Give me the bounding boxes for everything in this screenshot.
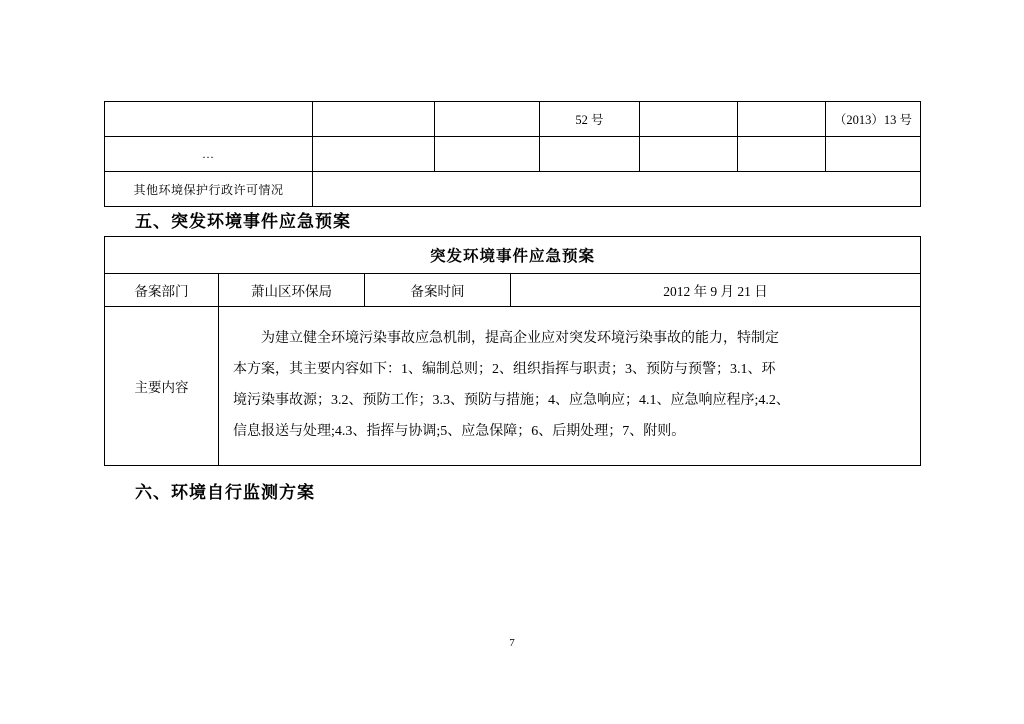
cell [540, 137, 640, 172]
cell [435, 102, 540, 137]
section-heading-six: 六、环境自行监测方案 [135, 483, 315, 502]
cell [738, 137, 826, 172]
cell [105, 102, 313, 137]
table-row [105, 274, 921, 307]
filing-department-label: 备案部门 [105, 274, 219, 307]
cell [738, 102, 826, 137]
cell [826, 137, 921, 172]
cell [313, 102, 435, 137]
content-line: 本方案，其主要内容如下：1、编制总则；2、组织指挥与职责；3、预防与预警；3.1、环 [233, 362, 776, 377]
cell-ellipsis: ... [105, 137, 313, 172]
content-line: 境污染事故源；3.2、预防工作；3.3、预防与措施；4、应急响应；4.1、应急响应程序;4.2、 [233, 393, 790, 408]
page-number: 7 [509, 637, 515, 649]
table-row [105, 172, 921, 207]
cell: 52 号 [540, 102, 640, 137]
table-row [105, 307, 921, 466]
cell: （2013）13 号 [826, 102, 921, 137]
cell [640, 137, 738, 172]
other-permit-label: 其他环境保护行政许可情况 [105, 172, 313, 207]
filing-time-label: 备案时间 [365, 274, 511, 307]
table-title-row [105, 237, 921, 274]
cell [313, 137, 435, 172]
content-line: 信息报送与处理;4.3、指挥与协调;5、应急保障；6、后期处理；7、附则。 [233, 424, 686, 439]
cell [435, 137, 540, 172]
cell [640, 102, 738, 137]
emergency-plan-table [104, 236, 921, 466]
table-row [105, 137, 921, 172]
emergency-plan-title: 突发环境事件应急预案 [105, 237, 921, 274]
main-content-label: 主要内容 [105, 307, 219, 466]
section-heading-five: 五、突发环境事件应急预案 [135, 212, 351, 231]
filing-time-value: 2012 年 9 月 21 日 [511, 274, 921, 307]
filing-department-value: 萧山区环保局 [219, 274, 365, 307]
other-permit-value [313, 172, 921, 207]
main-content-body [219, 307, 921, 466]
table-row [105, 102, 921, 137]
content-line: 为建立健全环境污染事故应急机制，提高企业应对突发环境污染事故的能力，特制定 [261, 331, 779, 346]
permit-continuation-table [104, 101, 921, 207]
